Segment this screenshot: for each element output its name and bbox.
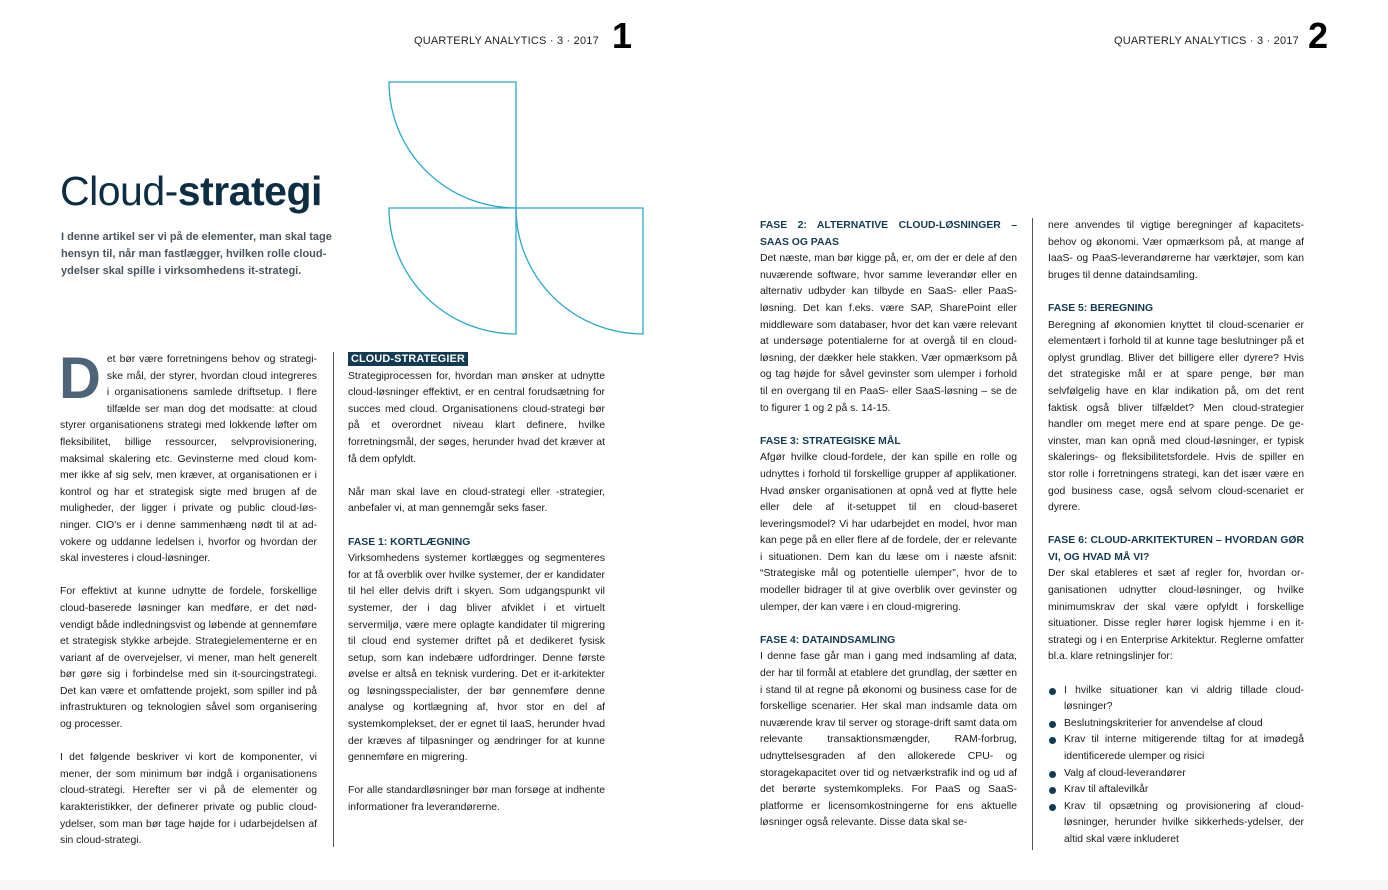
phase-heading: FASE 4: DATAINDSAMLING xyxy=(760,634,896,646)
column-1 xyxy=(59,346,317,866)
bottom-edge xyxy=(0,880,1388,890)
quarter-shape-bottom-right xyxy=(516,208,643,334)
body-paragraph: Strategiprocessen for, hvordan man ønsker at udnytte cloud-løsninger effektivt, er en central forudsætning for succes med cloud. Organisationens cloud-strategi bør på et overordnet niveau klart definere, hvilke forretningsmål, der søges, herunder hvad det kræver at få dem opfyldt. xyxy=(348,370,605,465)
body-paragraph: Det næste, man bør kigge på, er, om der er dele af den nuværende software, hvor samme leverandør eller en alternativ udbyder kan tilbyde en SaaS- eller PaaS-løsning. Det kan f.eks. være SAP, SharePoint eller middleware som databaser, hvor det kan være relevant at undersøge potentialerne for at overgå til en cloud-løsning, der dækker hele stakken. Vær opmærksom på og tag højde for såvel gevinster som ulemper i forhold til en overgang til en PaaS- eller SaaS-løsning – se de to figurer 1 og 2 på s. 14-15. xyxy=(760,253,1017,414)
list-item: Krav til interne mitigerende tiltag for at imødegå identificerede ulemper og risici xyxy=(1048,732,1304,765)
body-paragraph: Der skal etableres et sæt af regler for, hvordan organisationen udnytter cloud-løsninger, og hvilke minimumskrav der skal være opfyldt i forskellige situationer. Disse regler hører logisk hjemme i en it-strategi og i en Enterprise Arkitektur. Reglerne omfatter bl.a. klare retningslinjer for: xyxy=(1048,568,1304,663)
running-head: QUARTERLY ANALYTICS · 3 · 2017 xyxy=(1114,35,1299,47)
list-item: I hvilke situationer kan vi aldrig tillade cloud-løsninger? xyxy=(1048,683,1304,716)
left-page xyxy=(0,0,694,880)
column-divider xyxy=(333,352,334,847)
body-paragraph: Virksomhedens systemer kortlægges og segmenteres for at få overblik over hvilke systemer, der er kandidater til hel eller delvis drift i skyen. Som udgangspunkt vil systemer, der i dag bliver afviklet i et virtuelt servermiljø, være mere oplagte kandidater til migrering til cloud end systemer driftet på et dedikeret fysisk setup, som kan indebære udfordringer. Denne første øvelse er altså en teknisk vurdering. Det er it-arkitekter og løsningsspecialister, der bør gennemføre denne analyse og kortlægning af, hvor stor en del af systemkomplekset, der er egnet til IaaS, herunder hvad der kræves af tilpasninger og ændringer for at kunne gennemføre en migrering. xyxy=(348,553,605,764)
list-item: Valg af cloud-leverandører xyxy=(1048,766,1304,783)
phase-heading: FASE 6: CLOUD-ARKITEKTUREN – HVORDAN GØR VI, OG HVAD MÅ VI? xyxy=(1048,535,1304,563)
body-paragraph: Beregning af økonomien knyttet til cloud-scenarier er elementært i forhold til at kunne tage beslutninger på et oplyst grundlag. Bliver det billigere eller dyrere? Hvis det strategiske mål er at spare penge, bør man selvfølgelig have en klar indikation på, om det rent faktisk også bliver tilfældet? Men cloud-strategier handler om meget mere end at spare penge. De gevinster, man kan opnå med cloud-løsninger, er typisk skalerings- og fleksibilitetsfordele. Hvis de spiller en stor rolle i forretningens strategi, kan det især være en god business case, også selvom cloud-scenariet er dyrere. xyxy=(1048,319,1304,514)
column-4 xyxy=(1048,218,1304,849)
section-tag: CLOUD-STRATEGIER xyxy=(348,352,468,366)
title-light: Cloud- xyxy=(60,168,178,214)
page-number: 2 xyxy=(1308,15,1329,56)
rules-list xyxy=(1048,683,1304,849)
column-2 xyxy=(348,352,605,833)
article-title xyxy=(60,168,322,215)
list-item: Krav til aftalevilkår xyxy=(1048,782,1304,799)
phase-heading: FASE 2: ALTERNATIVE CLOUD-LØSNINGER – SAAS OG PAAS xyxy=(760,220,1017,248)
body-paragraph: nere anvendes til vigtige beregninger af kapacitetsbehov og økonomi. Vær opmærksom på, at mange af IaaS- og PaaS-leverandørerne har værktøjer, som kan bruges til denne dataindsamling. xyxy=(1048,220,1304,281)
body-paragraph: Afgør hvilke cloud-fordele, der kan spille en rolle og udnyttes i forhold til forskellige grupper af applikationer. Hvad ønsker organisationen at opnå ved at flytte hele eller dele af it-setuppet til en cloud-baseret leveringsmodel? Vi har udarbejdet en model, hvor man kan pege på en eller flere af de fordele, der er relevante i situationen. Dem kan du læse om i næste afsnit: “Strategiske mål og potentielle ulemper”, hvor de to modeller bidrager til at give overblik over gevinster og ulemper, der kan være i en cloud-migrering. xyxy=(760,452,1017,613)
column-3 xyxy=(760,218,1017,849)
phase-heading: FASE 1: KORTLÆGNING xyxy=(348,536,471,548)
page-number: 1 xyxy=(612,15,633,56)
list-item: Krav til opsætning og provisionering af cloud-løsninger, herunder hvilke sikkerheds-ydelser, der altid skal være inkluderet xyxy=(1048,799,1304,849)
quarter-shape-top xyxy=(389,82,516,208)
phase-heading: FASE 5: BEREGNING xyxy=(1048,302,1154,314)
quarter-circle-graphic xyxy=(388,80,646,338)
body-paragraph: I denne fase går man i gang med indsamling af data, der har til formål at etablere det grundlag, der sætter en i stand til at regne på økonomi og business case for de forskellige scenarier. Her skal man indsamle data om nuværende krav til server og storage-drift samt data om relevante transaktionsmængder, RAM-forbrug, udnyttelsesgraden af den allokerede CPU- og storagekapacitet over tid og netværkstrafik ind og ud af det berørte systemkompleks. For PaaS og SaaS-platforme er licensomkostningerne for ens aktuelle løsninger også relevante. Disse data skal se- xyxy=(760,651,1017,829)
intro-paragraph: Det bør være forretningens behov og strategiske mål, der styrer, hvordan cloud integreres i organisationens samlede driftsetup. I flere tilfælde ser man dog det modsatte: at cloud styrer organisationens strategi med lokkende løfter om fleksibilitet, billige ressourcer, selvprovisionering, maksimal skalering etc. Gevinsterne med cloud kommer ikke af sig selv, men kræver, at organisationen er i kontrol og har et strategisk sigte med brugen af de muligheder, der ligger i private og public cloud-løsninger. CIO's er i denne sammenhæng nødt til at advokere og uddanne ledelsen i, hvorfor og hvordan der skal investeres i cloud-løsninger. xyxy=(59,346,317,565)
body-paragraph: I det følgende beskriver vi kort de komponenter, vi mener, der som minimum bør indgå i organisationens cloud-strategi. Herefter ser vi på de elementer og karakteristikker, der definerer private og public cloud-ydelser, som man bør tage højde for i udarbejdelsen af sin cloud-strategi. xyxy=(60,752,317,847)
article-lead: I denne artikel ser vi på de elementer, man skal tage hensyn til, når man fastlægger, hvilken rolle cloud-ydelser skal spille i virksomhedens it-strategi. xyxy=(61,231,332,277)
phase-heading: FASE 3: STRATEGISKE MÅL xyxy=(760,435,901,447)
body-paragraph: For alle standardløsninger bør man forsøge at indhente informationer fra leverandørerne. xyxy=(348,785,605,814)
body-paragraph: For effektivt at kunne udnytte de fordele, forskellige cloud-baserede løsninger kan medføre, er det nødvendigt både indledningsvist og løbende at gennemføre et strategisk stykke arbejde. Strategielementerne er en variant af de overvejelser, vi mener, man helt generelt bør gøre sig i forbindelse med sin it-sourcingstrategi. Det kan være et omfattende projekt, som spiller ind på infrastrukturen og teknologien såvel som organisering og processer. xyxy=(60,586,317,731)
body-paragraph: Når man skal lave en cloud-strategi eller -strategier, anbefaler vi, at man gennemgår seks faser. xyxy=(348,486,605,515)
running-head: QUARTERLY ANALYTICS · 3 · 2017 xyxy=(414,35,599,47)
column-divider xyxy=(1032,218,1033,850)
quarter-shape-bottom-left xyxy=(389,208,516,334)
title-bold: strategi xyxy=(177,168,322,214)
drop-cap: D xyxy=(59,346,101,411)
right-page xyxy=(694,0,1388,880)
list-item: Beslutningskriterier for anvendelse af cloud xyxy=(1048,716,1304,733)
